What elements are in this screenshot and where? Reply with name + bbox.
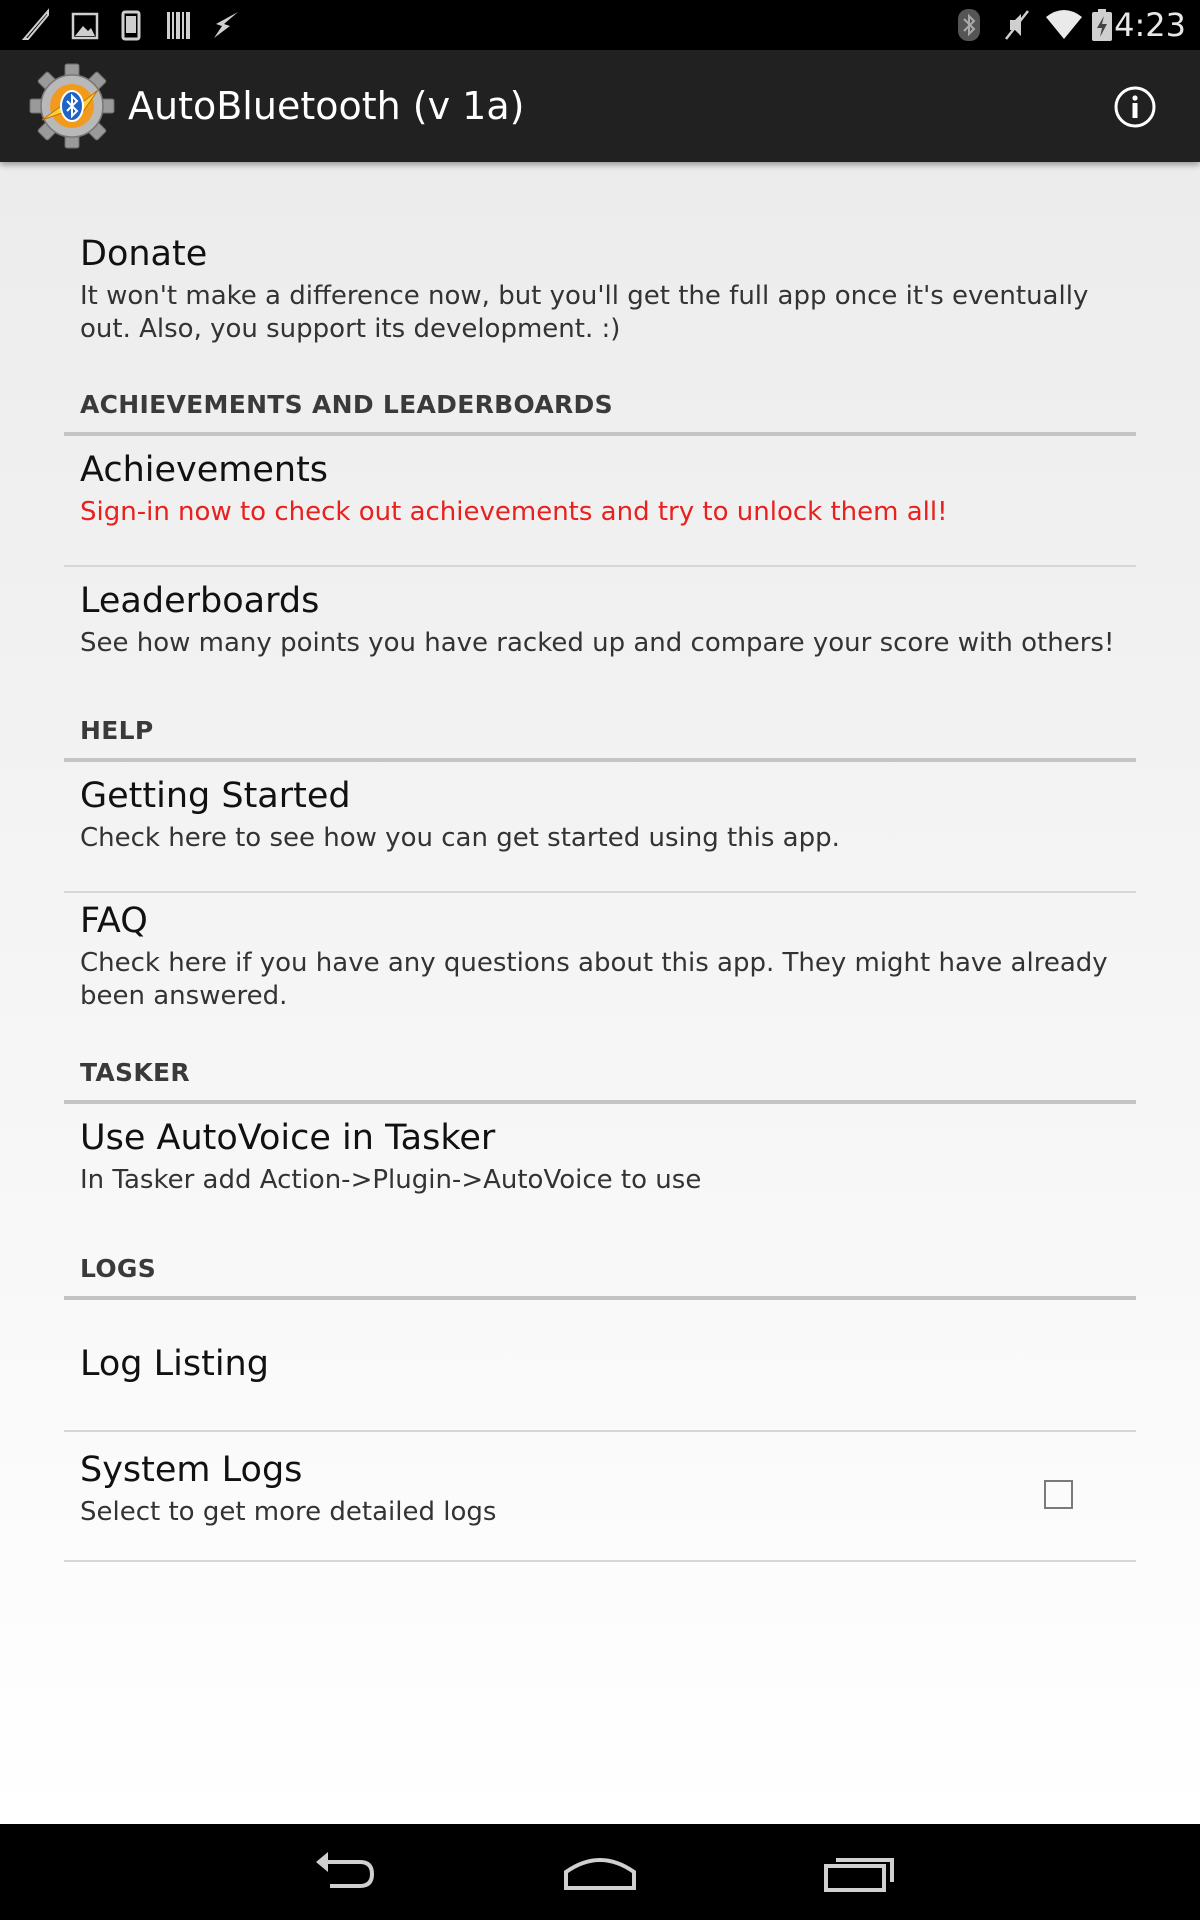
wifi-icon: [1044, 7, 1084, 43]
pref-getting-started-title: Getting Started: [80, 776, 351, 816]
image-icon: [70, 7, 100, 43]
app-title: AutoBluetooth (v 1a): [128, 84, 525, 128]
action-bar: [0, 50, 1200, 162]
pref-use-autovoice-title: Use AutoVoice in Tasker: [80, 1118, 496, 1158]
back-icon[interactable]: [306, 1838, 380, 1906]
pref-getting-started[interactable]: [64, 762, 1136, 890]
autobluetooth-gear-icon[interactable]: [28, 62, 116, 150]
navigation-bar: [0, 1824, 1200, 1920]
pref-use-autovoice-summary: In Tasker add Action->Plugin->AutoVoice to use: [80, 1165, 702, 1195]
bluetooth-icon: [956, 7, 982, 43]
info-icon[interactable]: [1112, 84, 1158, 130]
recents-icon[interactable]: [820, 1838, 900, 1906]
pref-donate-title: Donate: [80, 234, 208, 274]
pref-leaderboards-summary: See how many points you have racked up and compare your score with others!: [80, 628, 1115, 658]
pref-leaderboards-title: Leaderboards: [80, 581, 320, 621]
battery-icon: [1090, 7, 1114, 43]
pref-log-listing[interactable]: [64, 1300, 1136, 1432]
category-tasker: TASKER: [80, 1058, 190, 1087]
pref-faq[interactable]: [64, 893, 1136, 1043]
status-time: 4:23: [1114, 6, 1186, 44]
pref-donate[interactable]: [64, 222, 1136, 342]
pref-faq-summary: Check here if you have any questions about this app. They might have already been answered.: [80, 948, 1108, 1011]
pref-faq-title: FAQ: [80, 901, 148, 941]
pref-system-logs[interactable]: [64, 1432, 1136, 1560]
barcode-icon: [164, 7, 194, 43]
category-logs: LOGS: [80, 1254, 157, 1283]
preferences-list: [0, 162, 1200, 1824]
flash-icon: [210, 7, 242, 43]
pref-achievements-summary: Sign-in now to check out achievements and try to unlock them all!: [80, 497, 948, 527]
pref-achievements[interactable]: [64, 436, 1136, 564]
pref-getting-started-summary: Check here to see how you can get started using this app.: [80, 823, 840, 853]
system-logs-checkbox[interactable]: [1044, 1480, 1073, 1509]
phone-icon: [118, 7, 144, 43]
pref-achievements-title: Achievements: [80, 450, 329, 490]
mute-icon: [1000, 7, 1034, 43]
pref-use-autovoice[interactable]: [64, 1104, 1136, 1232]
list-divider: [64, 1560, 1136, 1562]
pref-system-logs-summary: Select to get more detailed logs: [80, 1497, 497, 1527]
signal-icon: [22, 7, 50, 43]
home-icon[interactable]: [560, 1838, 640, 1906]
pref-log-listing-title: Log Listing: [80, 1344, 269, 1384]
category-help: HELP: [80, 716, 154, 745]
status-bar: [0, 0, 1200, 50]
pref-system-logs-title: System Logs: [80, 1450, 303, 1490]
category-achievements-leaderboards: ACHIEVEMENTS AND LEADERBOARDS: [80, 390, 613, 419]
pref-leaderboards[interactable]: [64, 567, 1136, 695]
pref-donate-summary: It won't make a difference now, but you'll get the full app once it's eventually out. Also, you support its development. :): [80, 281, 1089, 344]
